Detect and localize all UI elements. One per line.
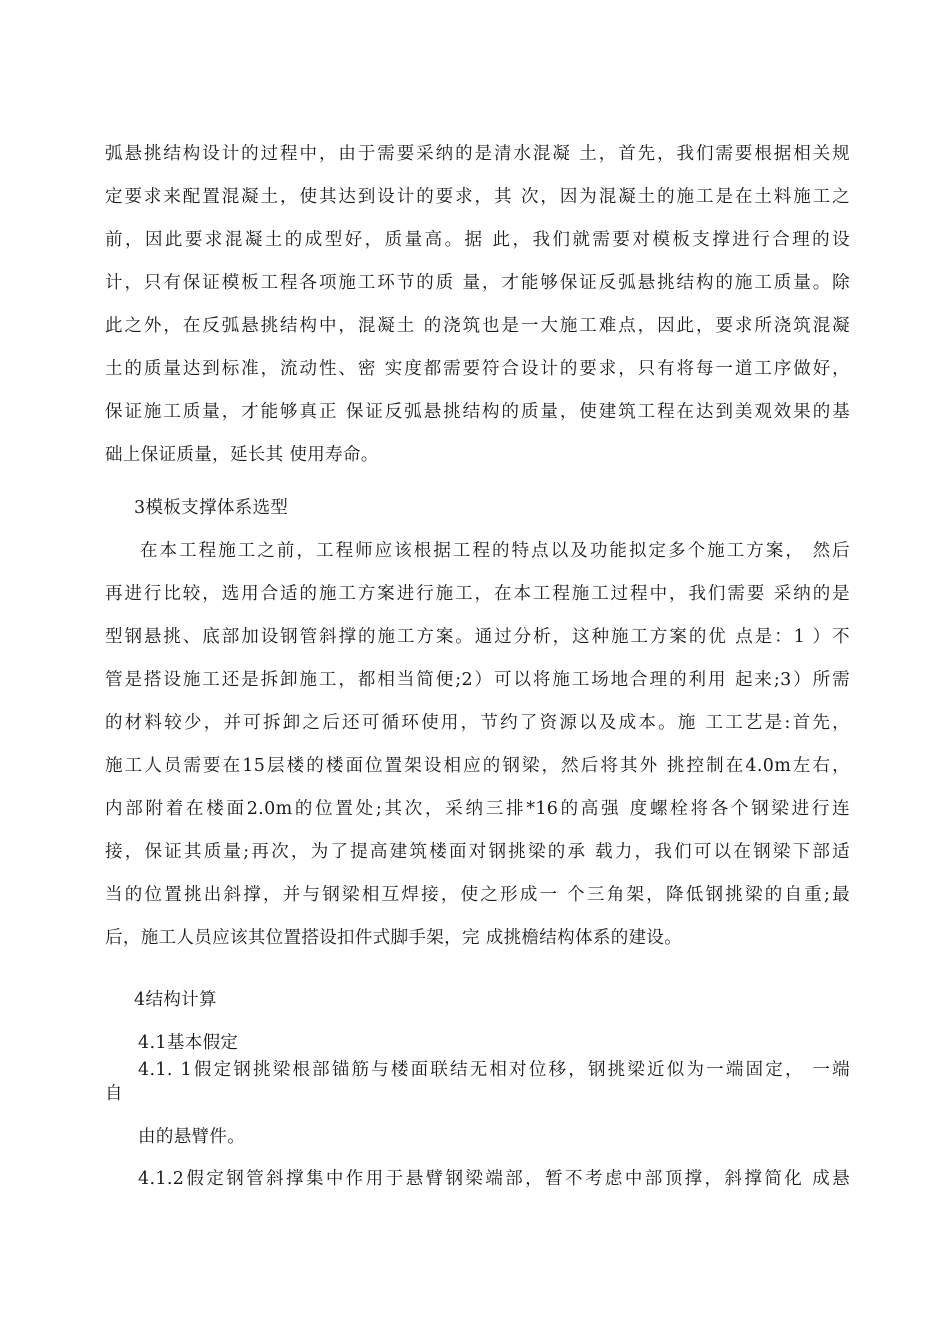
paragraph-line: 再进行比较，选用合适的施工方案进行施工，在本工程施工过程中，我们需要 采纳的是: [105, 584, 850, 604]
paragraph-line: 当的位置挑出斜撑，并与钢梁相互焊接，使之形成一 个三角架，降低钢挑梁的自重;最: [105, 885, 850, 905]
paragraph-line: 保证施工质量，才能够真正 保证反弧悬挑结构的质量，使建筑工程在达到美观效果的基: [105, 402, 850, 422]
paragraph-line: 接，保证其质量;再次，为了提高建筑楼面对钢挑梁的承 载力，我们可以在钢梁下部适: [105, 842, 850, 862]
paragraph-line: 土的质量达到标准，流动性、密 实度都需要符合设计的要求，只有将每一道工序做好，: [105, 359, 850, 379]
paragraph-line: 计，只有保证模板工程各项施工环节的质 量，才能够保证反弧悬挑结构的施工质量。除: [105, 273, 850, 293]
paragraph-line: 弧悬挑结构设计的过程中，由于需要采纳的是清水混凝 土，首先，我们需要根据相关规: [105, 144, 850, 164]
paragraph-line: 内部附着在楼面2.0m的位置处;其次，采纳三排*16的高强 度螺栓将各个钢梁进行连: [105, 799, 850, 819]
paragraph-line: 此之外，在反弧悬挑结构中，混凝土 的浇筑也是一大施工难点，因此，要求所浇筑混凝: [105, 316, 850, 336]
paragraph-line: 定要求来配置混凝土，使其达到设计的要求，其 次，因为混凝土的施工是在土料施工之: [105, 187, 850, 207]
subsection-heading: 4.1基本假定: [138, 1033, 239, 1053]
paragraph-line: 在本工程施工之前，工程师应该根据工程的特点以及功能拟定多个施工方案， 然后: [140, 541, 850, 561]
paragraph-line: 的材料较少，并可拆卸之后还可循环使用，节约了资源以及成本。施 工工艺是:首先，: [105, 713, 850, 733]
section-heading: 4结构计算: [134, 990, 217, 1010]
paragraph-line: 础上保证质量，延长其 使用寿命。: [105, 445, 379, 465]
section-heading: 3模板支撑体系选型: [134, 498, 289, 518]
paragraph-line: 施工人员需要在15层楼的楼面位置架设相应的钢梁，然后将其外 挑控制在4.0m左右，: [105, 756, 850, 776]
paragraph-line: 由的悬臂件。: [138, 1127, 246, 1147]
paragraph-line: 4.1.2假定钢管斜撑集中作用于悬臂钢梁端部，暂不考虑中部顶撑，斜撑简化 成悬: [138, 1169, 850, 1189]
paragraph-line: 型钢悬挑、底部加设钢管斜撑的施工方案。通过分析，这种施工方案的优 点是：1 ）不: [105, 627, 850, 647]
paragraph-line: 自: [105, 1084, 123, 1104]
paragraph-line: 管是搭设施工还是拆卸施工，都相当简便;2）可以将施工场地合理的利用 起来;3）所需: [105, 670, 850, 690]
paragraph-line: 后，施工人员应该其位置搭设扣件式脚手架，完 成挑檐结构体系的建设。: [105, 928, 683, 948]
paragraph-line: 前，因此要求混凝土的成型好，质量高。据 此，我们就需要对模板支撑进行合理的设: [105, 230, 850, 250]
paragraph-line: 4.1. 1假定钢挑梁根部锚筋与楼面联结无相对位移，钢挑梁近似为一端固定， 一端: [138, 1060, 850, 1080]
